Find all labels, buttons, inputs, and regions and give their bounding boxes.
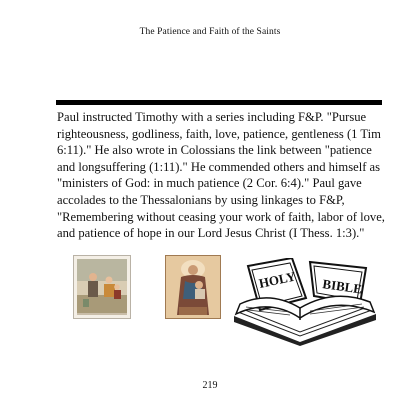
holy-bible-drawing: [230, 258, 380, 346]
bible-cover-right-label: BIBLE: [321, 276, 364, 297]
header-rule: [56, 100, 382, 105]
body-paragraph: Paul instructed Timothy with a series including F&P. "Pursue righteousness, godliness, faith, love, patience, gentleness (1 Tim 6:11)." He also wrote in Colossians the link between "patience and longsuffering (1:11)." He commended others and himself as "ministers of God: in much patience (2 Cor. 6:4)." Paul gave accolades to the Thessalonians by using linkages to F&P, "Remembering without ceasing your work of faith, labor of love, and patience of hope in our Lord Jesus Christ (I Thess. 1:3).": [57, 110, 385, 241]
religious-painting-image: [165, 255, 221, 319]
running-head: The Patience and Faith of the Saints: [139, 27, 281, 37]
bible-cover-left-label: HOLY: [257, 268, 297, 291]
page-number: 219: [202, 380, 218, 391]
family-painting-image: [73, 255, 131, 319]
